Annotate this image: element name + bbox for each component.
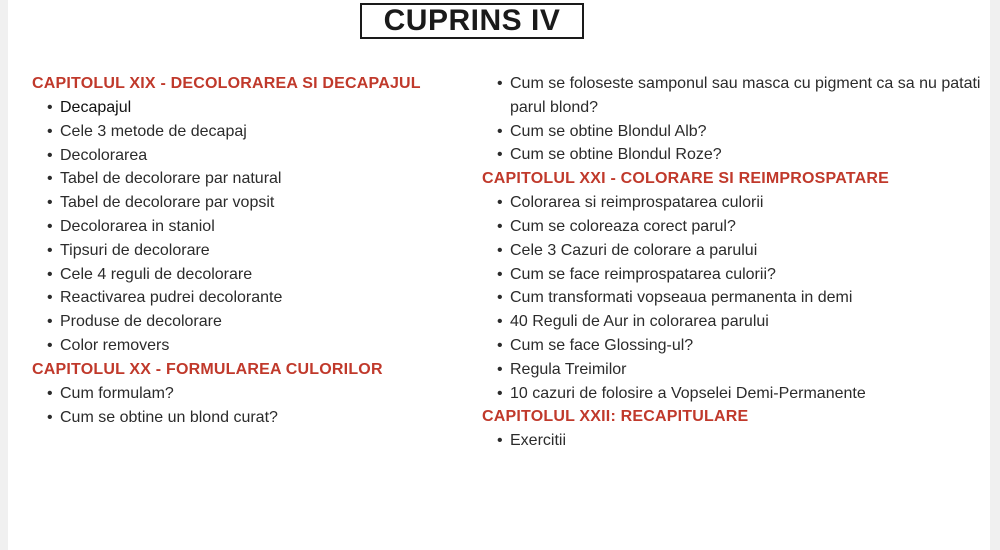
- bullet-icon: •: [497, 289, 503, 307]
- bullet-icon: •: [47, 336, 53, 354]
- bullet-icon: •: [47, 313, 53, 331]
- list-item: • Color removers: [32, 334, 472, 358]
- chapter-xxi-list: [482, 191, 982, 405]
- list-item: • 10 cazuri de folosire a Vopselei Demi-Permanente: [482, 382, 982, 406]
- bullet-icon: •: [47, 217, 53, 235]
- list-item: • Exercitii: [482, 429, 982, 453]
- chapter-xxii-list: [482, 429, 982, 453]
- bullet-icon: •: [497, 384, 503, 402]
- list-item: • Cum se coloreaza corect parul?: [482, 215, 982, 239]
- bullet-icon: •: [497, 194, 503, 212]
- right-column: [482, 72, 982, 453]
- bullet-icon: •: [497, 336, 503, 354]
- list-item: • Cum se obtine un blond curat?: [32, 406, 472, 430]
- list-item: • Reactivarea pudrei decolorante: [32, 286, 472, 310]
- bullet-icon: •: [47, 289, 53, 307]
- bullet-icon: •: [47, 146, 53, 164]
- list-item: • Decolorarea in staniol: [32, 215, 472, 239]
- chapter-heading-xxii: CAPITOLUL XXII: RECAPITULARE: [482, 408, 749, 426]
- list-item: • Tabel de decolorare par vopsit: [32, 191, 472, 215]
- list-item: • Cum se foloseste samponul sau masca cu pigment ca sa nu patati parul blond?: [482, 72, 982, 120]
- bullet-icon: •: [497, 217, 503, 235]
- bullet-icon: •: [497, 265, 503, 283]
- list-item: • Cum se face Glossing-ul?: [482, 334, 982, 358]
- list-item: • Cum formulam?: [32, 382, 472, 406]
- bullet-icon: •: [47, 122, 53, 140]
- chapter-xix-list: [32, 96, 472, 358]
- chapter-xx-continued-list: [482, 72, 982, 167]
- chapter-heading-xxi: CAPITOLUL XXI - COLORARE SI REIMPROSPATARE: [482, 170, 889, 188]
- title-box: [360, 3, 584, 39]
- list-item: • Decolorarea: [32, 144, 472, 168]
- list-item: • Cum se obtine Blondul Roze?: [482, 143, 982, 167]
- bullet-icon: •: [47, 194, 53, 212]
- bullet-icon: •: [497, 146, 503, 164]
- list-item: • Produse de decolorare: [32, 310, 472, 334]
- list-item: • Regula Treimilor: [482, 358, 982, 382]
- chapter-heading-xix: CAPITOLUL XIX - DECOLORAREA SI DECAPAJUL: [32, 75, 421, 92]
- chapter-heading-xx: CAPITOLUL XX - FORMULAREA CULORILOR: [32, 360, 383, 378]
- bullet-icon: •: [47, 241, 53, 259]
- list-item: • Cele 3 Cazuri de colorare a parului: [482, 239, 982, 263]
- list-item: • Tipsuri de decolorare: [32, 239, 472, 263]
- bullet-icon: •: [497, 75, 503, 92]
- list-item: • Cele 4 reguli de decolorare: [32, 263, 472, 287]
- chapter-xx-list: [32, 382, 472, 430]
- list-item: • Cele 3 metode de decapaj: [32, 120, 472, 144]
- list-item: • Decapajul: [32, 96, 472, 120]
- list-item: • Cum transformati vopseaua permanenta in demi: [482, 286, 982, 310]
- list-item: • Cum se obtine Blondul Alb?: [482, 120, 982, 144]
- bullet-icon: •: [47, 99, 53, 116]
- list-item: • 40 Reguli de Aur in colorarea parului: [482, 310, 982, 334]
- page-title: CUPRINS IV: [383, 4, 561, 37]
- document-page: [8, 0, 990, 550]
- bullet-icon: •: [47, 408, 53, 426]
- bullet-icon: •: [497, 241, 503, 259]
- bullet-icon: •: [497, 122, 503, 140]
- bullet-icon: •: [47, 265, 53, 283]
- list-item: • Tabel de decolorare par natural: [32, 167, 472, 191]
- list-item: • Colorarea si reimprospatarea culorii: [482, 191, 982, 215]
- bullet-icon: •: [497, 360, 503, 378]
- bullet-icon: •: [497, 313, 503, 331]
- left-column: [32, 72, 472, 429]
- list-item: • Cum se face reimprospatarea culorii?: [482, 263, 982, 287]
- bullet-icon: •: [47, 384, 53, 402]
- bullet-icon: •: [47, 170, 53, 188]
- bullet-icon: •: [497, 432, 503, 450]
